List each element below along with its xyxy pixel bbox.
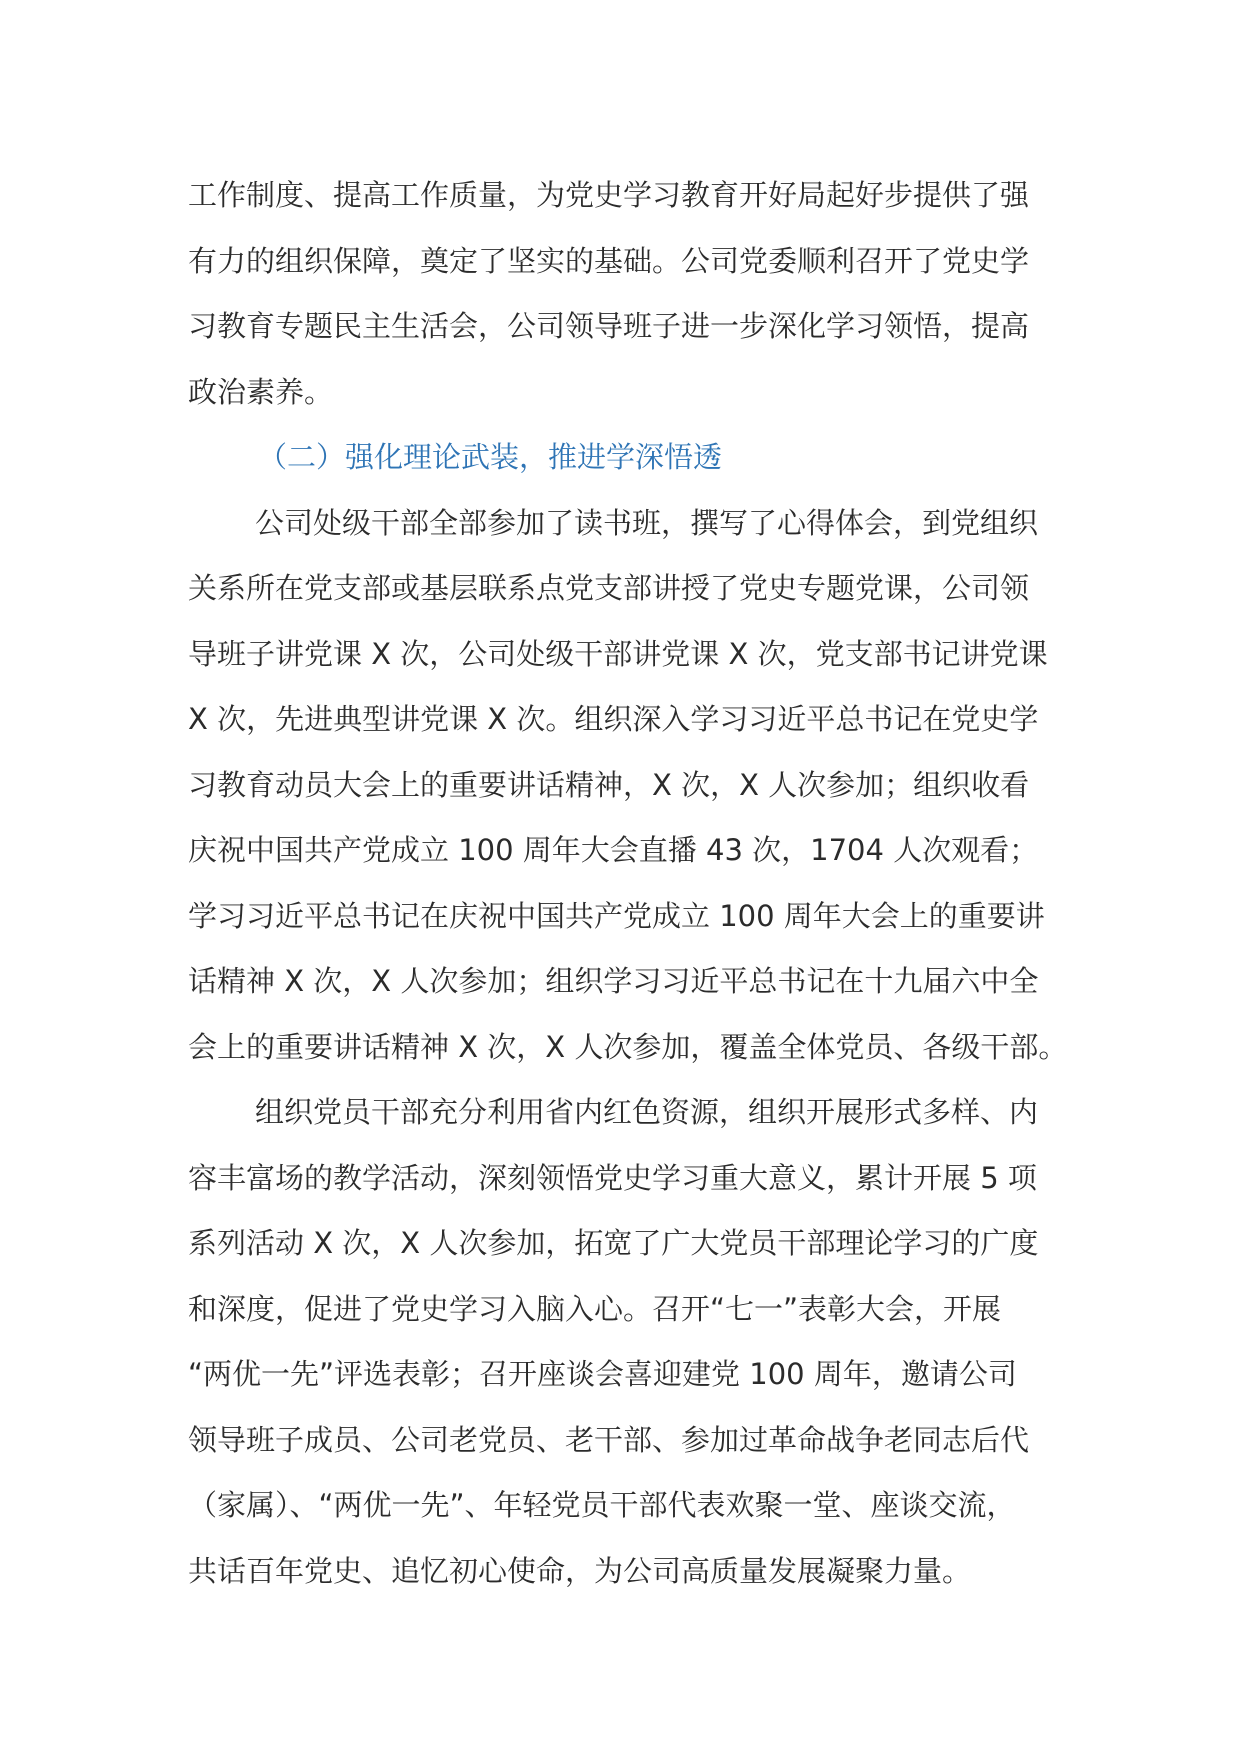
paragraph-line: 工作制度、提高工作质量，为党史学习教育开好局起好步提供了强 bbox=[188, 178, 1030, 212]
paragraph-line: “两优一先”评选表彰；召开座谈会喜迎建党 100 周年，邀请公司 bbox=[188, 1357, 1017, 1391]
paragraph-study-sessions bbox=[188, 491, 1068, 1081]
paragraph-line: 有力的组织保障，奠定了坚实的基础。公司党委顺利召开了党史学 bbox=[188, 243, 1030, 278]
paragraph-line: 话精神 X 次，X 人次参加；组织学习习近平总书记在十九届六中全 bbox=[188, 964, 1039, 998]
paragraph-line: 政治素养。 bbox=[188, 374, 334, 409]
section-heading: （二）强化理论武装，推进学深悟透 bbox=[258, 440, 723, 474]
paragraph-line: （家属）、“两优一先”、年轻党员干部代表欢聚一堂、座谈交流， bbox=[188, 1488, 1016, 1522]
paragraph-line: 和深度，促进了党史学习入脑入心。召开“七一”表彰大会，开展 bbox=[188, 1291, 1002, 1326]
paragraph-line: 组织党员干部充分利用省内红色资源，组织开展形式多样、内 bbox=[255, 1095, 1039, 1129]
document-body bbox=[188, 163, 1068, 1604]
paragraph-line: 会上的重要讲话精神 X 次，X 人次参加，覆盖全体党员、各级干部。 bbox=[188, 1029, 1068, 1064]
paragraph-line: 习教育动员大会上的重要讲话精神，X 次，X 人次参加；组织收看 bbox=[188, 767, 1030, 802]
paragraph-org-guarantee bbox=[188, 163, 1068, 425]
paragraph-line: 学习习近平总书记在庆祝中国共产党成立 100 周年大会上的重要讲 bbox=[188, 898, 1045, 933]
paragraph-red-resources bbox=[188, 1080, 1068, 1604]
paragraph-line: 公司处级干部全部参加了读书班，撰写了心得体会，到党组织 bbox=[255, 505, 1039, 540]
paragraph-line: 容丰富场的教学活动，深刻领悟党史学习重大意义，累计开展 5 项 bbox=[188, 1160, 1037, 1195]
paragraph-line: 共话百年党史、追忆初心使命，为公司高质量发展凝聚力量。 bbox=[188, 1553, 972, 1588]
paragraph-line: 系列活动 X 次，X 人次参加，拓宽了广大党员干部理论学习的广度 bbox=[188, 1226, 1039, 1260]
paragraph-line: 领导班子成员、公司老党员、老干部、参加过革命战争老同志后代 bbox=[188, 1422, 1030, 1457]
paragraph-line: 庆祝中国共产党成立 100 周年大会直播 43 次，1704 人次观看； bbox=[188, 833, 1039, 867]
paragraph-line: 关系所在党支部或基层联系点党支部讲授了党史专题党课，公司领 bbox=[188, 571, 1030, 605]
paragraph-line: X 次，先进典型讲党课 X 次。组织深入学习习近平总书记在党史学 bbox=[188, 702, 1039, 736]
paragraph-line: 导班子讲党课 X 次，公司处级干部讲党课 X 次，党支部书记讲党课 bbox=[188, 636, 1048, 671]
paragraph-line: 习教育专题民主生活会，公司领导班子进一步深化学习领悟，提高 bbox=[188, 309, 1030, 343]
